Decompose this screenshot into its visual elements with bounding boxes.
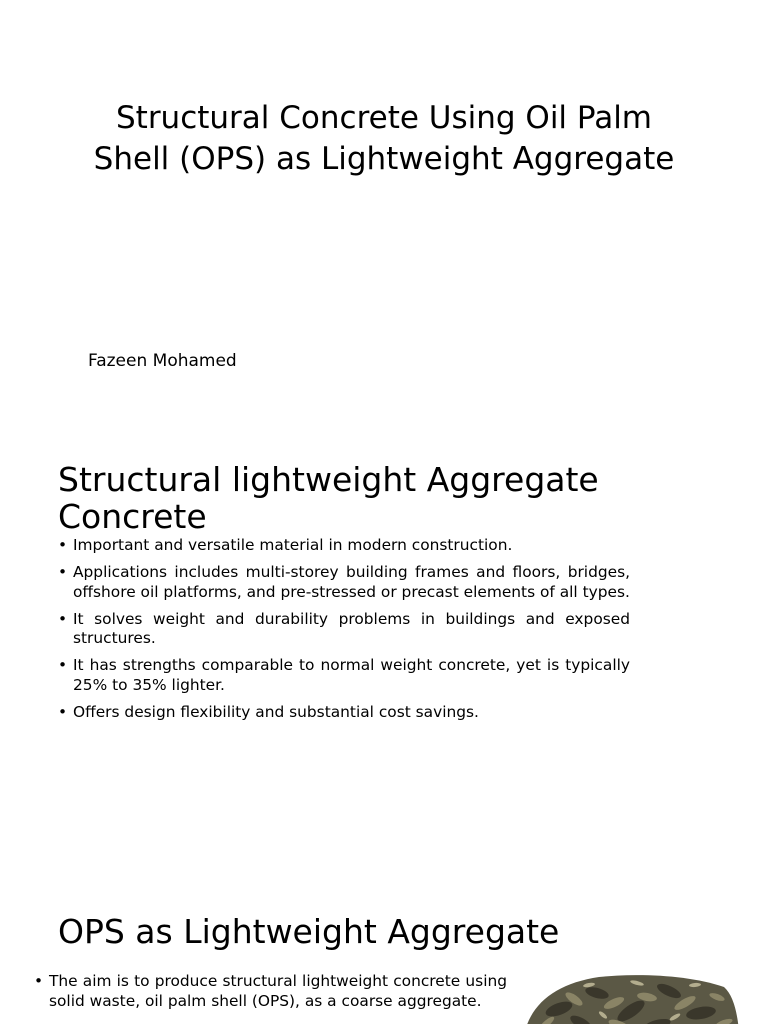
slide-2-title: Structural lightweight Aggregate Concrete	[58, 460, 599, 536]
slide-1-title: Structural Concrete Using Oil Palm Shell (OPS) as Lightweight Aggregate	[93, 100, 675, 177]
bullet-item: • The aim is to produce structural lightweight concrete using solid waste, oil palm shell (OPS), as a coarse aggregate.	[34, 972, 507, 1011]
slide-3-bullet-list	[34, 972, 507, 1011]
bullet-item: • Applications includes multi-storey building frames and floors, bridges, offshore oil platforms, and pre-stressed or precast elements of all types.	[58, 563, 630, 602]
slide-1-author: Fazeen Mohamed	[88, 351, 237, 371]
bullet-item: • Offers design flexibility and substantial cost savings.	[58, 703, 630, 723]
bullet-item: • Important and versatile material in modern construction.	[58, 536, 630, 556]
slide-3-title: OPS as Lightweight Aggregate	[58, 912, 560, 951]
slide-2-bullet-list	[58, 536, 630, 730]
bullet-item: • It solves weight and durability problems in buildings and exposed structures.	[58, 610, 630, 649]
bullet-item: • It has strengths comparable to normal weight concrete, yet is typically 25% to 35% lighter.	[58, 656, 630, 695]
oil-palm-shell-photo	[519, 971, 739, 1024]
